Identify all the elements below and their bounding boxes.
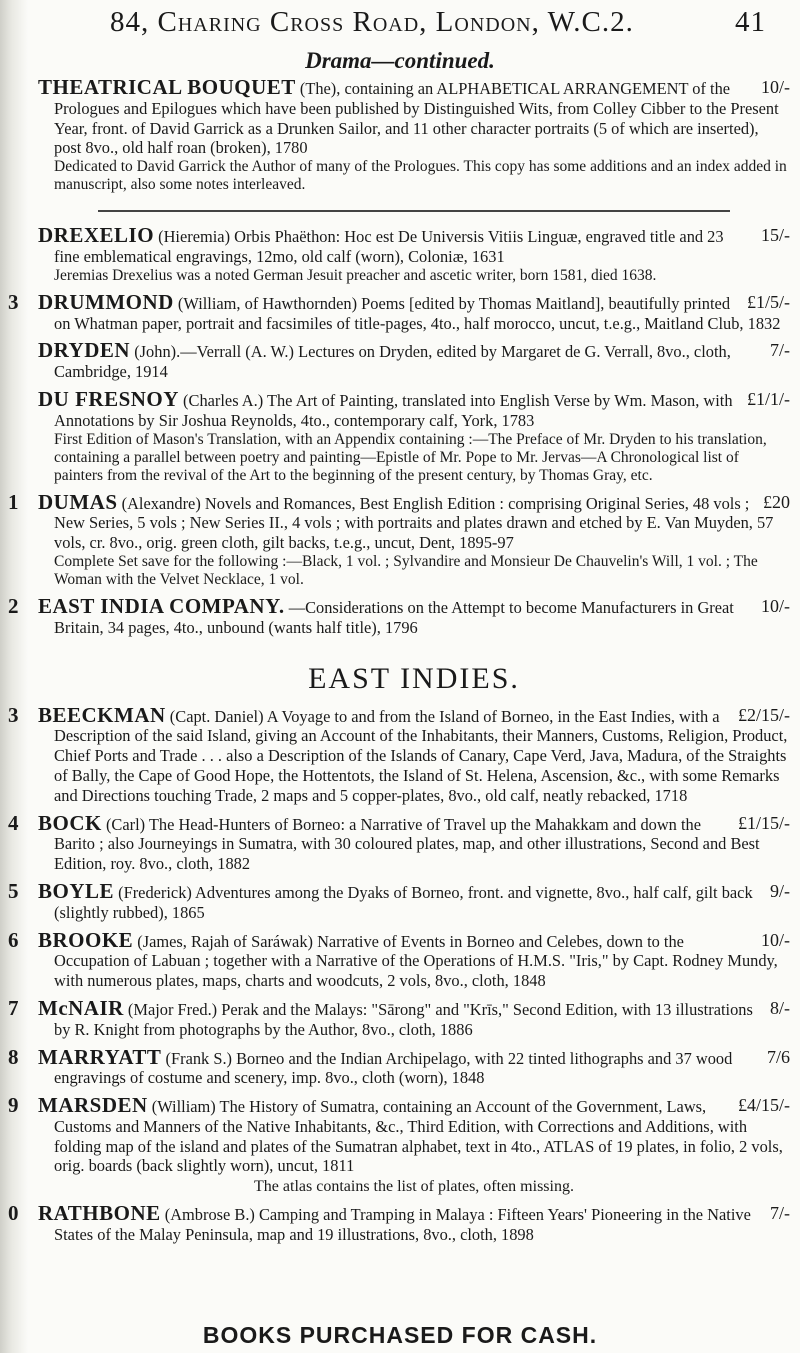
page-number: 41 [735,6,766,38]
entry-price: £20 [763,491,790,512]
east-indies-entries [8,702,790,1253]
entry-author: THEATRICAL BOUQUET [38,75,296,99]
entry-description: (Alexandre) Novels and Romances, Best English Edition : comprising Original Series, 48 vols ; New Series, 5 vols ; New Series II., 4 vols ; with portraits and plates drawn and etched by E. Van Muyden, 57 vols, cr. 8vo., orig. green cloth, gilt backs, t.e.g., uncut, Dent, 1895-97 [54,493,774,553]
catalogue-entry [8,810,790,874]
catalogue-entry [38,75,790,158]
entry-number: 6 [8,927,19,952]
entry-price: £1/1/- [747,388,790,409]
entry-author: DU FRESNOY [38,386,179,411]
entry-spacer [38,806,790,814]
entry-description: (Frederick) Adventures among the Dyaks of Borneo, front. and vignette, 8vo., half calf, gilt back (slightly rubbed), 1865 [54,882,753,922]
entry-author: DUMAS [38,489,118,514]
entry-spacer [38,874,790,882]
drama-entries [8,75,790,646]
entry-author: MARRYATT [38,1044,162,1069]
catalogue-entry [8,1201,790,1245]
catalogue-entry [38,386,790,431]
entry-number: 5 [8,878,19,903]
entry-author: BROOKE [38,927,134,952]
entry-number: 1 [8,489,19,514]
entry-price: 10/- [761,595,790,616]
entry-price: 8/- [770,997,790,1018]
entry-number: 0 [8,1201,19,1226]
entry-number: 4 [8,810,19,835]
entry-price: 7/6 [766,1046,790,1067]
entry-price: £1/5/- [747,291,790,312]
section-continued-title: Drama—continued. [305,48,495,73]
entry-description: —Considerations on the Attempt to become Manufacturers in Great Britain, 34 pages, 4to., unbound (wants half title), 1796 [54,597,734,637]
entry-author: BOCK [38,810,102,835]
entry-note: Dedicated to David Garrick the Author of many of the Prologues. This copy has some additions and an index added in manuscript, also some notes interleaved. [54,158,787,194]
catalogue-entry [8,289,790,334]
entry-centered-note: The atlas contains the list of plates, often missing. [254,1178,574,1196]
entry-author: MARSDEN [38,1093,148,1118]
entry-price: 9/- [770,880,790,901]
entry-price: £4/15/- [738,1095,790,1116]
entry-author: BOYLE [38,878,115,903]
entry-price: 10/- [761,929,790,950]
section-heading-east-indies: EAST INDIES. [308,661,520,695]
entry-description: (Ambrose B.) Camping and Tramping in Malaya : Fifteen Years' Pioneering in the Native States of the Malay Peninsula, map and 19 illustrations, 8vo., cloth, 1898 [54,1205,751,1245]
running-head-address: 84, Charing Cross Road, London, W.C.2. [110,6,634,38]
entry-note: Jeremias Drexelius was a noted German Jesuit preacher and ascetic writer, born 1581, died 1638. [54,266,657,284]
catalogue-entry [8,489,790,553]
entry-spacer [38,638,790,646]
catalogue-entry [8,878,790,923]
entry-spacer [38,991,790,999]
entry-description: (Carl) The Head-Hunters of Borneo: a Narrative of Travel up the Mahakkam and down the Barito ; also Journeyings in Sumatra, with 30 coloured plates, map, and other illustrations, Second and Best Edition, roy. 8vo., cloth, 1882 [54,814,760,874]
entry-description: (Major Fred.) Perak and the Malays: "Sārong" and "Krīs," Second Edition, with 13 illustrations by R. Knight from photographs by the Author, 8vo., cloth, 1886 [54,999,753,1039]
catalogue-entry [8,1044,790,1089]
entry-spacer [38,1245,790,1253]
entries-column [8,75,790,1253]
catalogue-entry [8,927,790,991]
entry-author: DRUMMOND [38,289,174,314]
footer-notice: BOOKS PURCHASED FOR CASH. [202,1322,598,1348]
catalogue-entry [8,702,790,806]
entry-price: £2/15/- [738,704,790,725]
entry-description: (William, of Hawthornden) Poems [edited by Thomas Maitland], beautifully printed on Whatman paper, portrait and facsimiles of title-pages, 4to., half morocco, uncut, t.e.g., Maitland Club, 1832 [54,293,781,333]
entry-description: (James, Rajah of Saráwak) Narrative of Events in Borneo and Celebes, down to the Occupation of Labuan ; together with a Narrative of the Operations of H.M.S. "Iris," by Capt. Rodney Mundy, with numerous plates, maps, charts and woodcuts, 2 vols, 8vo., cloth, 1848 [54,931,778,991]
entry-author: McNAIR [38,995,124,1020]
entry-description: (Charles A.) The Art of Painting, translated into English Verse by Wm. Mason, with Annotations by Sir Joshua Reynolds, 4to., contemporary calf, York, 1783 [54,390,733,430]
catalogue-entry [8,1093,790,1176]
entry-description: (Hieremia) Orbis Phaëthon: Hoc est De Universis Vitiis Linguæ, engraved title and 23 fine emblematical engravings, 12mo, old calf (worn), Coloniæ, 1631 [54,227,724,266]
entry-number: 9 [8,1093,19,1118]
entry-spacer [38,333,790,341]
catalogue-entry [8,593,790,638]
entry-number: 7 [8,995,19,1020]
entry-author: DREXELIO [38,223,155,248]
entry-author: RATHBONE [38,1201,161,1226]
entry-author: BEECKMAN [38,702,166,727]
catalogue-entry [38,338,790,382]
entry-author: DRYDEN [38,338,131,363]
entry-note: First Edition of Mason's Translation, with an Appendix containing :—The Preface of Mr. Dryden to his translation, containing a parallel between poetry and painting—Epistle of Mr. Pope to Mr. Jervas—A Chronological list of painters from the revival of the Art to the beginning of the present century, by Thomas Gray, etc. [54,430,767,484]
entry-number: 8 [8,1044,19,1069]
entry-description: (Capt. Daniel) A Voyage to and from the Island of Borneo, in the East Indies, with a Description of the said Island, giving an Account of the Inhabitants, their Manners, Customs, Religion, Product, Chief Ports and Trade . . . also a Description of the Islands of Canary, Cape Verd, Java, Madura, of the Straights of Bally, the Cape of Good Hope, the Hottentots, the Island of St. Helena, Ascension, &c., with some Remarks and Directions touching Trade, 2 maps and 5 copper-plates, 8vo., old calf, neatly rebacked, 1718 [54,706,788,805]
entry-price: 15/- [761,225,790,246]
entry-description: (Frank S.) Borneo and the Indian Archipelago, with 22 tinted lithographs and 37 wood engravings of costume and scenery, imp. 8vo., cloth (worn), 1848 [54,1048,733,1088]
page-gutter-shadow [0,0,28,1353]
catalogue-entry [38,223,790,267]
entry-spacer [38,923,790,931]
entry-description: (The), containing an ALPHABETICAL ARRANGEMENT of the Prologues and Epilogues which have been published by Distinguished Wits, from Colley Cibber to the Present Year, front. of David Garrick as a Drunken Sailor, and 11 other character portraits (5 of which are inserted), post 8vo., old half roan (broken), 1780 [54,79,779,158]
running-head [0,6,800,46]
entry-price: 7/- [770,1203,790,1224]
entry-number: 3 [8,289,19,314]
catalogue-entry [8,995,790,1040]
entry-spacer [38,485,790,493]
entry-number: 3 [8,702,19,727]
entry-price: £1/15/- [738,812,790,833]
entry-description: (John).—Verrall (A. W.) Lectures on Dryden, edited by Margaret de G. Verrall, 8vo., cloth, Cambridge, 1914 [54,342,731,382]
section-divider-rule [38,194,790,226]
entry-description: (William) The History of Sumatra, containing an Account of the Government, Laws, Customs and Manners of the Native Inhabitants, &c., Third Edition, with Corrections and Additions, with folding map of the island and plates of the Sumatran alphabet, text in 4to., ATLAS of 19 plates, in folio, 2 vols, orig. boards (back slightly worn), uncut, 1811 [54,1097,783,1176]
entry-price: 10/- [761,77,790,97]
entry-number: 2 [8,593,19,618]
entry-spacer [38,1088,790,1096]
entry-author: EAST INDIA COMPANY. [38,593,285,618]
entry-note: Complete Set save for the following :—Black, 1 vol. ; Sylvandire and Monsieur De Chauvelin's Will, 1 vol. ; The Woman with the Velvet Necklace, 1 vol. [54,552,758,588]
entry-price: 7/- [770,340,790,361]
